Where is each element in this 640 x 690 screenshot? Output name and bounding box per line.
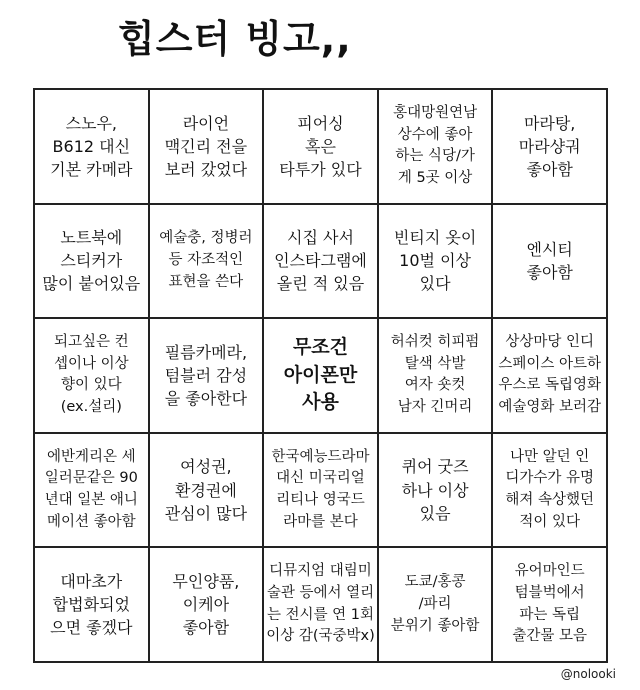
bingo-cell: 되고싶은 컨 셉이나 이상 향이 있다 (ex.설리)	[34, 318, 149, 433]
bingo-cell: 마라탕, 마라샹궈 좋아함	[492, 89, 607, 204]
bingo-cell: 피어싱 혹은 타투가 있다	[263, 89, 378, 204]
bingo-cell: 대마초가 합법화되었 으면 좋겠다	[34, 547, 149, 662]
bingo-cell: 도쿄/홍콩 /파리 분위기 좋아함	[378, 547, 493, 662]
bingo-cell: 빈티지 옷이 10벌 이상 있다	[378, 204, 493, 319]
bingo-cell: 시집 사서 인스타그램에 올린 적 있음	[263, 204, 378, 319]
bingo-board	[33, 88, 608, 663]
bingo-cell: 한국예능드라마 대신 미국리얼 리티나 영국드 라마를 본다	[263, 433, 378, 548]
bingo-cell: 에반게리온 세 일러문같은 90 년대 일본 애니 메이션 좋아함	[34, 433, 149, 548]
bingo-cell: 허쉬컷 히피펌 탈색 삭발 여자 숏컷 남자 긴머리	[378, 318, 493, 433]
bingo-cell: 나만 알던 인 디가수가 유명 해져 속상했던 적이 있다	[492, 433, 607, 548]
bingo-cell-center: 무조건 아이폰만 사용	[263, 318, 378, 433]
bingo-cell: 노트북에 스티커가 많이 붙어있음	[34, 204, 149, 319]
bingo-cell: 스노우, B612 대신 기본 카메라	[34, 89, 149, 204]
bingo-cell: 상상마당 인디 스페이스 아트하 우스로 독립영화 예술영화 보러감	[492, 318, 607, 433]
bingo-cell: 여성권, 환경권에 관심이 많다	[149, 433, 264, 548]
watermark: @nolooki	[560, 667, 616, 681]
bingo-cell: 라이언 맥긴리 전을 보러 갔었다	[149, 89, 264, 204]
bingo-cell: 필름카메라, 텀블러 감성 을 좋아한다	[149, 318, 264, 433]
bingo-cell: 홍대망원연남 상수에 좋아 하는 식당/가 게 5곳 이상	[378, 89, 493, 204]
bingo-cell: 엔시티 좋아함	[492, 204, 607, 319]
bingo-cell: 예술충, 정병러 등 자조적인 표현을 쓴다	[149, 204, 264, 319]
page-title: 힙스터 빙고,,	[118, 17, 352, 61]
bingo-cell: 퀴어 굿즈 하나 이상 있음	[378, 433, 493, 548]
bingo-cell: 유어마인드 텀블벅에서 파는 독립 출간물 모음	[492, 547, 607, 662]
bingo-cell: 디뮤지엄 대림미 술관 등에서 열리 는 전시를 연 1회 이상 감(국중박x)	[263, 547, 378, 662]
bingo-cell: 무인양품, 이케아 좋아함	[149, 547, 264, 662]
